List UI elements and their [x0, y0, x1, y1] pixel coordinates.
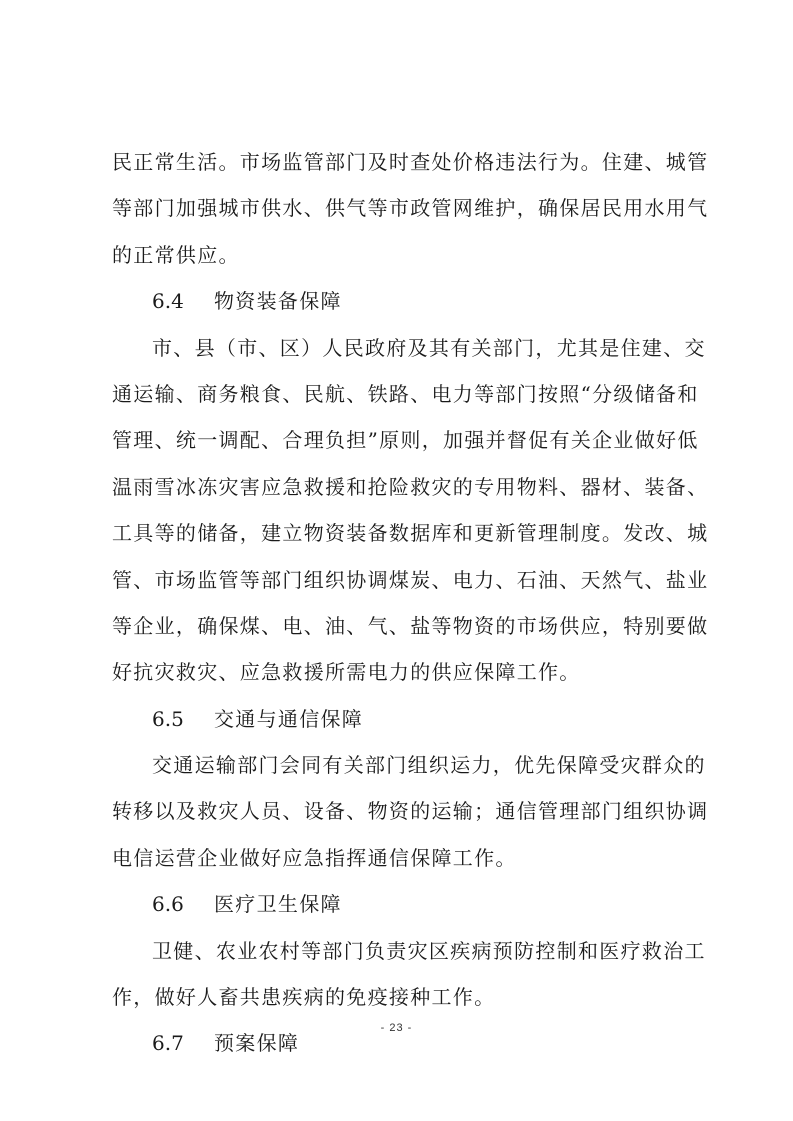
document-body: [112, 139, 709, 1067]
section-heading-6-5: [112, 696, 692, 742]
paragraph-line: 的正常供应。: [112, 242, 240, 267]
page-number: - 23 -: [380, 1022, 413, 1034]
paragraph-line: 通运输、商务粮食、民航、铁路、电力等部门按照“分级储备和: [112, 381, 699, 406]
section-number: 6.6: [152, 892, 184, 917]
section-number: 6.7: [152, 1031, 184, 1056]
section-title: 物资装备保障: [214, 289, 342, 314]
section-number: 6.4: [152, 289, 184, 314]
paragraph-line: 管理、统一调配、合理负担”原则，加强并督促有关企业做好低: [112, 428, 699, 453]
paragraph-line: 温雨雪冰冻灾害应急救援和抢险救灾的专用物料、器材、装备、: [112, 474, 709, 499]
paragraph-line: 好抗灾救灾、应急救援所需电力的供应保障工作。: [112, 660, 581, 685]
paragraph-line: 转移以及救灾人员、设备、物资的运输；通信管理部门组织协调: [112, 799, 709, 824]
section-number: 6.5: [152, 706, 184, 731]
paragraph-line: 等企业，确保煤、电、油、气、盐等物资的市场供应，特别要做: [112, 613, 709, 638]
section-title: 预案保障: [214, 1031, 300, 1056]
paragraph-line: 卫健、农业农村等部门负责灾区疾病预防控制和医疗救治工: [152, 938, 706, 963]
section-title: 医疗卫生保障: [214, 892, 342, 917]
paragraph-line: 民正常生活。市场监管部门及时查处价格违法行为。住建、城管: [112, 150, 709, 174]
section-heading-6-6: [112, 881, 692, 927]
paragraph-line: 等部门加强城市供水、供气等市政管网维护，确保居民用水用气: [112, 196, 709, 221]
section-heading-6-4: [112, 278, 692, 324]
paragraph-line: 交通运输部门会同有关部门组织运力，优先保障受灾群众的: [152, 753, 706, 778]
paragraph-line: 管、市场监管等部门组织协调煤炭、电力、石油、天然气、盐业: [112, 567, 709, 592]
paragraph-line: 作，做好人畜共患疾病的免疫接种工作。: [112, 985, 496, 1010]
paragraph-line: 工具等的储备，建立物资装备数据库和更新管理制度。发改、城: [112, 521, 709, 546]
paragraph-line: 电信运营企业做好应急指挥通信保障工作。: [112, 845, 517, 870]
paragraph-line: 市、县（市、区）人民政府及其有关部门，尤其是住建、交: [152, 335, 706, 360]
section-title: 交通与通信保障: [214, 706, 364, 731]
